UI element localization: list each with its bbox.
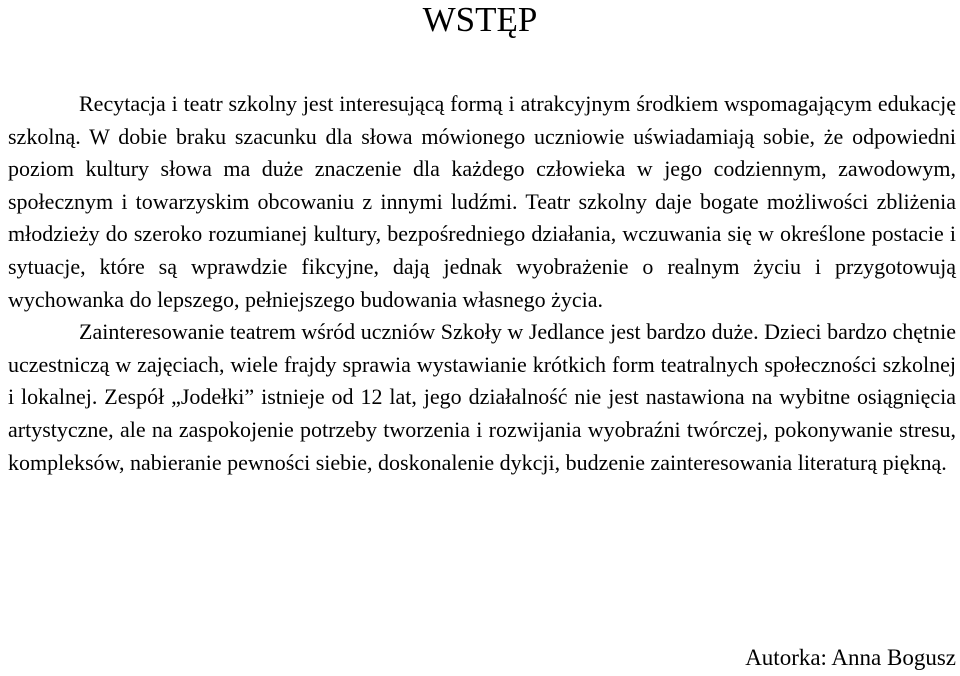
- paragraph-1: Recytacja i teatr szkolny jest interesującą formą i atrakcyjnym środkiem wspomagającym edukację szkolną. W dobie braku szacunku dla słowa mówionego uczniowie uświadamiają sobie, że odpowiedni poziom kultury słowa ma duże znaczenie dla każdego człowieka w jego codziennym, zawodowym, społecznym i towarzyskim obcowaniu z innymi ludźmi. Teatr szkolny daje bogate możliwości zbliżenia młodzieży do szeroko rozumianej kultury, bezpośredniego działania, wczuwania się w określone postacie i sytuacje, które są wprawdzie fikcyjne, dają jednak wyobrażenie o realnym życiu i przygotowują wychowanka do lepszego, pełniejszego budowania własnego życia.: [8, 91, 956, 312]
- author-signature: Autorka: Anna Bogusz: [745, 645, 956, 670]
- body-text: [8, 88, 956, 479]
- paragraph-2: Zainteresowanie teatrem wśród uczniów Szkoły w Jedlance jest bardzo duże. Dzieci bardzo chętnie uczestniczą w zajęciach, wiele frajdy sprawia wystawianie krótkich form teatralnych społeczności szkolnej i lokalnej. Zespół „Jodełki” istnieje od 12 lat, jego działalność nie jest nastawiona na wybitne osiągnięcia artystyczne, ale na zaspokojenie potrzeby tworzenia i rozwijania wyobraźni twórczej, pokonywanie stresu, kompleksów, nabieranie pewności siebie, doskonalenie dykcji, budzenie zainteresowania literaturą piękną.: [8, 319, 956, 475]
- page-title: WSTĘP: [422, 0, 538, 39]
